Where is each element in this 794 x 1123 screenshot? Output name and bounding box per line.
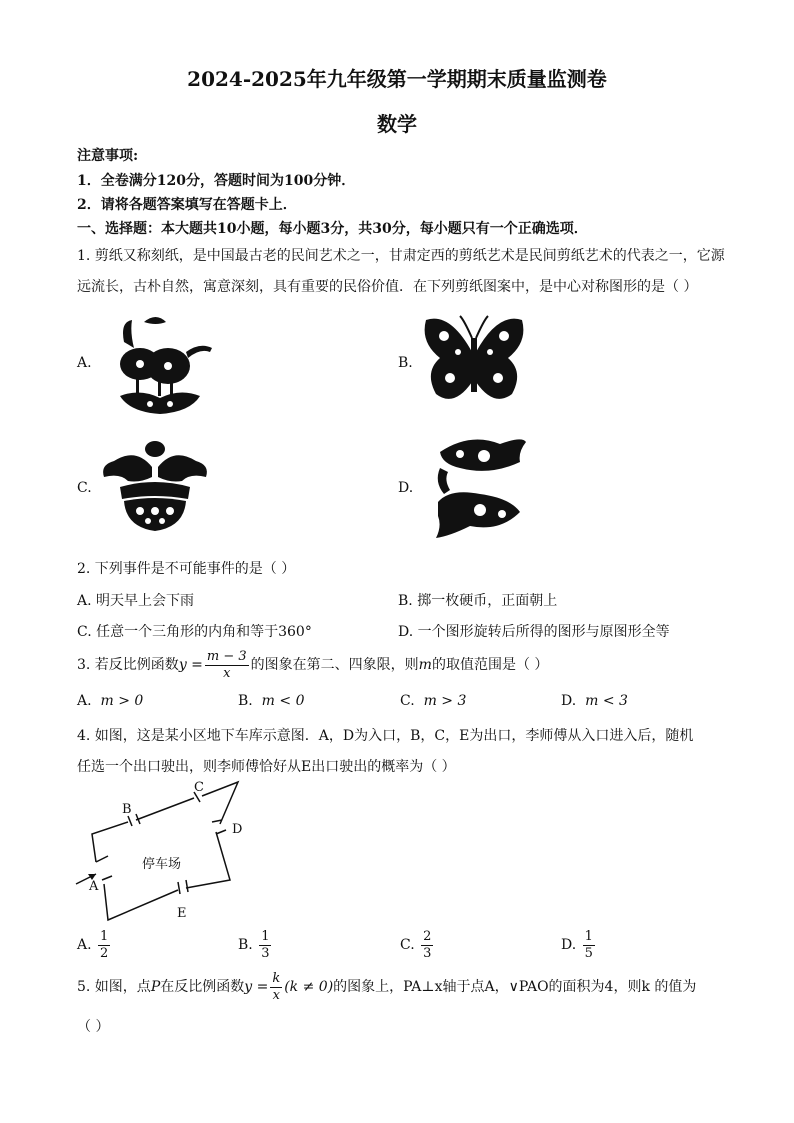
- fish-papercut: [430, 432, 530, 542]
- exam-title: 2024-2025年九年级第一学期期末质量监测卷: [187, 67, 607, 91]
- q3-option-b: B. m < 0: [238, 693, 305, 709]
- q3-denominator: x: [223, 665, 231, 681]
- q3-option-a: A. m > 0: [77, 693, 144, 709]
- q4-line2: 任选一个出口驶出，则李师傅恰好从E出口驶出的概率为（ ）: [77, 759, 456, 775]
- q4-option-c: C. $\frac{2}{3}$: [400, 928, 432, 961]
- q3-var: m: [418, 657, 432, 673]
- q2-option-d: D. 一个图形旋转后所得的图形与原图形全等: [398, 624, 670, 640]
- q4-line1: 4. 如图，这是某小区地下车库示意图．A，D为入口，B，C，E为出口，李师傅从入口进入后，随机: [77, 728, 694, 744]
- q3-option-c: C. m > 3: [400, 693, 467, 709]
- q3-stem-pre: 3. 若反比例函数: [77, 657, 179, 673]
- cranes-lotus-papercut: [100, 312, 220, 417]
- q3-y: y =: [178, 657, 203, 673]
- q3-fraction: [205, 649, 249, 682]
- diagram-label-b: B: [122, 802, 132, 817]
- diagram-label-a: A: [89, 879, 99, 894]
- butterfly-papercut: [420, 312, 528, 412]
- q4-option-d: D. $\frac{1}{5}$: [561, 928, 593, 961]
- diagram-label-e: E: [177, 906, 187, 921]
- diagram-label-d: D: [232, 822, 243, 837]
- q3-numerator: m − 3: [206, 648, 247, 664]
- q4-option-a: A. $\frac{1}{2}$: [77, 928, 109, 961]
- q1-option-b-label: B.: [398, 355, 413, 371]
- note-item-2: 2．请将各题答案填写在答题卡上．: [77, 197, 297, 213]
- q5-line2: （ ）: [77, 1019, 110, 1035]
- exam-subject: 数学: [377, 112, 417, 136]
- note-item-1: 1．全卷满分120分，答题时间为100分钟．: [77, 173, 356, 189]
- q1-option-d-label: D.: [398, 480, 414, 496]
- diagram-center-label: 停车场: [142, 857, 182, 872]
- q2-option-a: A. 明天早上会下雨: [77, 593, 195, 609]
- q1-line2: 远流长，古朴自然，寓意深刻，具有重要的民俗价值．在下列剪纸图案中，是中心对称图形的是（ ）: [77, 279, 698, 295]
- notes-heading: 注意事项:: [77, 148, 139, 164]
- parking-diagram: [70, 776, 270, 926]
- q2-option-b: B. 掷一枚硬币，正面朝上: [398, 593, 558, 609]
- q2-stem: 2. 下列事件是不可能事件的是（ ）: [77, 561, 296, 577]
- q1-option-a-label: A.: [77, 355, 92, 371]
- section1-heading: 一、选择题：本大题共10小题，每小题3分，共30分，每小题只有一个正确选项．: [77, 221, 588, 237]
- diagram-label-c: C: [194, 780, 204, 795]
- q3-stem-post2: 的取值范围是（ ）: [431, 657, 549, 673]
- q3-option-d: D. m < 3: [561, 693, 628, 709]
- q3-stem-post: 的图象在第二、四象限，则: [250, 657, 419, 673]
- q3-stem: [77, 648, 548, 682]
- q4-option-b: B. $\frac{1}{3}$: [238, 928, 270, 961]
- q2-option-c: C. 任意一个三角形的内角和等于360°: [77, 624, 312, 640]
- birds-flowerpot-papercut: [100, 437, 210, 537]
- q1-option-c-label: C.: [77, 480, 92, 496]
- q5-stem: 5. 如图，点P在反比例函数y = $\frac{k}{x}$ (k ≠ 0)的图象上，PA⊥x轴于点A，∨PAO的面积为4，则k 的值为: [77, 970, 697, 1003]
- q1-line1: 1. 剪纸又称刻纸，是中国最古老的民间艺术之一，甘肃定西的剪纸艺术是民间剪纸艺术的代表之一，它源: [77, 248, 725, 264]
